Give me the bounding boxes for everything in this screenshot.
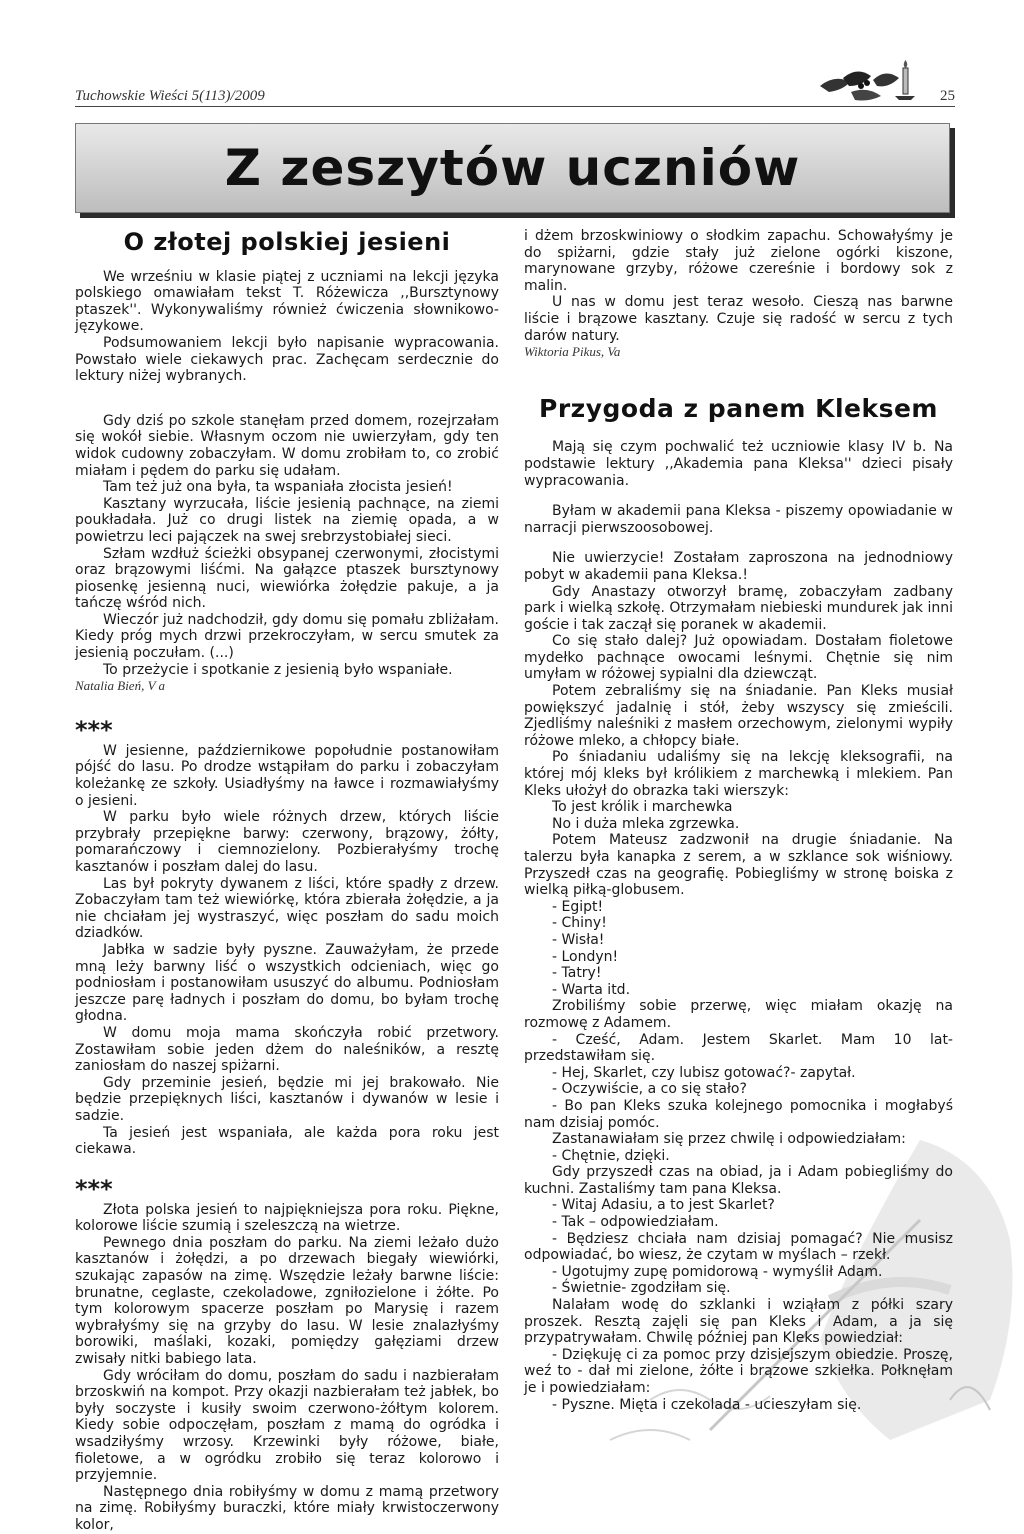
paragraph: Nie uwierzycie! Zostałam zaproszona na jednodniowy pobyt w akademii pana Kleksa.! bbox=[524, 550, 953, 583]
holly-candle-icon bbox=[815, 56, 925, 106]
header-rule bbox=[75, 106, 955, 107]
paragraph: Gdy przeminie jesień, będzie mi jej brakowało. Nie będzie przepięknych liści, kasztanów i dywanów w lesie i sadzie. bbox=[75, 1074, 499, 1124]
dialogue-line: - Dziękuję ci za pomoc przy dzisiejszym obiedzie. Proszę, weź to - dał mi zielone, żółte i brązowe szkiełka. Połknęłam je i powiedziałam: bbox=[524, 1346, 953, 1396]
paragraph: Gdy przyszedł czas na obiad, ja i Adam pobiegliśmy do kuchni. Zastaliśmy tam pana Kleksa. bbox=[524, 1164, 953, 1197]
article-heading-kleks: Przygoda z panem Kleksem bbox=[539, 393, 938, 423]
paragraph: Potem zebraliśmy się na śniadanie. Pan Kleks musiał powiększyć jadalnię i stół, żeby wszyscy się zmieścili. Zjedliśmy naleśniki z masłem orzechowym, zielonymi wypiły różowe mleko, a chłopcy białe. bbox=[524, 683, 953, 749]
journal-title: Tuchowskie Wieści 5(113)/2009 bbox=[75, 88, 265, 104]
dialogue-line: - Ugotujmy zupę pomidorową - wymyślił Adam. bbox=[552, 1263, 883, 1280]
section-separator: *** bbox=[75, 1174, 113, 1203]
paragraph: Tam też już ona była, ta wspaniała złocista jesień! bbox=[103, 479, 453, 496]
paragraph: Następnego dnia robiłyśmy w domu z mamą przetwory na zimę. Robiłyśmy buraczki, które miały krwistoczerwony kolor, bbox=[75, 1483, 499, 1533]
paragraph: Pewnego dnia poszłam do parku. Na ziemi leżało dużo kasztanów i żołędzi, a po drzewach biegały wiewiórki, szukając zapasów na zimę. Wszędzie leżały barwne liście: brunatne, ceglaste, czekoladowe, zgniłozielone i żółte. Po tym kolorowym spacerze poszłam po Marysię i razem wybrałyśmy się na grzyby do lasu. W lesie znalazłyśmy borowiki, maślaki, kozaki, pomiędzy gałęziami drzew zwisały nitki babiego lata. bbox=[75, 1234, 499, 1368]
list-item: - Egipt! bbox=[552, 898, 604, 915]
paragraph: Zastanawiałam się przez chwilę i odpowiedziałam: bbox=[552, 1131, 906, 1148]
paragraph: Kasztany wyrzucała, liście jesienią pachnące, na ziemi poukładała. Już co drugi listek na ziemię opada, a w powietrzu leci pajączek na swej srebrzystobiałej sieci. bbox=[75, 495, 499, 545]
paragraph: i dżem brzoskwiniowy o słodkim zapachu. Schowałyśmy je do spiżarni, gdzie stały już zielone ogórki kiszone, marynowane grzyby, różowe czereśnie i bordowy sok z malin. bbox=[524, 228, 953, 294]
paragraph: U nas w domu jest teraz wesoło. Cieszą nas barwne liście i brązowe kasztany. Czuje się radość w sercu z tych darów natury. bbox=[524, 294, 953, 344]
section-title: Z zeszytów uczniów bbox=[224, 139, 801, 197]
paragraph: Gdy dziś po szkole stanęłam przed domem, rozejrzałam się wokół siebie. Własnym oczom nie uwierzyłam, gdy ten widok cudowny zobaczyłam. W domu zrobiłam to, co zrobić miałam i pędem do parku się udałam. bbox=[75, 412, 499, 479]
paragraph: W jesienne, październikowe popołudnie postanowiłam pójść do lasu. Po drodze wstąpiłam do parku i zobaczyłam koleżankę ze szkoły. Usiadłyśmy na ławce i rozmawiałyśmy o jesieni. bbox=[75, 742, 499, 809]
paragraph: Podsumowaniem lekcji było napisanie wypracowania. Powstało wiele ciekawych prac. Zachęcam serdecznie do lektury niżej wybranych. bbox=[75, 334, 499, 385]
paragraph: Jabłka w sadzie były pyszne. Zauważyłam, że przede mną leży barwny liść o wszystkich odcieniach, więc go podniosłam i postanowiłam ususzyć do albumu. Podniosłam jeszcze parę ładnych i poszłam do domu, bo byłam trochę głodna. bbox=[75, 941, 499, 1025]
author-signature: Natalia Bień, V a bbox=[75, 678, 166, 694]
paragraph: Potem Mateusz zadzwonił na drugie śniadanie. Na talerzu była kanapka z serem, a w szklance sok wiśniowy. Przyszedł czas na geografię. Pobiegliśmy w stronę boiska z wielką piłką-globusem. bbox=[524, 832, 953, 899]
dialogue-line: - Cześć, Adam. Jestem Skarlet. Mam 10 lat- przedstawiłam się. bbox=[524, 1031, 953, 1065]
paragraph: Wieczór już nadchodził, gdy domu się pomału zbliżałam. Kiedy próg mych drzwi przekroczyłam, w sercu smutek za jesienią poczułam. (...) bbox=[75, 611, 499, 662]
paragraph: Co się stało dalej? Już opowiadam. Dostałam fioletowe mydełko pachnące owocami leśnymi. Chętnie się nim umyłam w różowej sypialni dla dziewcząt. bbox=[524, 633, 953, 683]
left-column bbox=[75, 228, 499, 1534]
paragraph: Szłam wzdłuż ścieżki obsypanej czerwonymi, złocistymi oraz brązowymi liśćmi. Na gałązce ptaszek bursztynowy piosenkę jesienną nuci, wiewiórka żołędzie pakuje, a ja tańczę wśród nich. bbox=[75, 545, 499, 612]
right-column bbox=[524, 228, 953, 1413]
paragraph: Nalałam wodę do szklanki i wziąłam z półki szary proszek. Resztą zajęli się pan Kleks i Adam, a ja się przypatrywałam. Chwilę później pan Kleks powiedział: bbox=[524, 1297, 953, 1347]
poem-line: To jest królik i marchewka bbox=[552, 799, 733, 816]
dialogue-line: - Witaj Adasiu, a to jest Skarlet? bbox=[552, 1197, 775, 1214]
section-separator: *** bbox=[75, 715, 113, 744]
list-item: - Warta itd. bbox=[552, 981, 631, 998]
dialogue-line: - Pyszne. Mięta i czekolada - ucieszyłam się. bbox=[552, 1396, 862, 1413]
paragraph: Zrobiliśmy sobie przerwę, więc miałam okazję na rozmowę z Adamem. bbox=[524, 998, 953, 1031]
article-heading-autumn: O złotej polskiej jesieni bbox=[123, 228, 451, 256]
paragraph: We wrześniu w klasie piątej z uczniami na lekcji języka polskiego omawiałam tekst T. Różewicza ,,Bursztynowy ptaszek''. Wykonywaliśmy również ćwiczenia słownikowo-językowe. bbox=[75, 268, 499, 335]
dialogue-line: - Bo pan Kleks szuka kolejnego pomocnika i mogłabyś nam dzisiaj pomóc. bbox=[524, 1097, 953, 1131]
list-item: - Chiny! bbox=[552, 915, 607, 932]
dialogue-line: - Świetnie- zgodziłam się. bbox=[552, 1280, 731, 1297]
dialogue-line: - Będziesz chciała nam dzisiaj pomagać? Nie musisz odpowiadać, bo wiesz, że czytam w myślach – rzekł. bbox=[524, 1230, 953, 1264]
paragraph: Las był pokryty dywanem z liści, które spadły z drzew. Zobaczyłam tam też wiewiórkę, która zbierała żołędzie, a ja nie chciałam jej wystraszyć, więc poszłam do sadu moich dziadków. bbox=[75, 875, 499, 942]
list-item: - Wisła! bbox=[552, 931, 605, 948]
paragraph: Po śniadaniu udaliśmy się na lekcję kleksografii, na której mój kleks był królikiem z marchewką i mlekiem. Pan Kleks ułożył do obrazka taki wierszyk: bbox=[524, 749, 953, 799]
paragraph: W parku było wiele różnych drzew, których liście przybrały przepiękne barwy: czerwony, brązowy, żółty, pomarańczowy i ciemnozielony. Pozbierałyśmy trochę kasztanów i poszłam dalej do lasu. bbox=[75, 809, 499, 875]
poem-line: No i duża mleka zgrzewka. bbox=[552, 815, 740, 832]
dialogue-line: - Hej, Skarlet, czy lubisz gotować?- zapytał. bbox=[552, 1064, 856, 1081]
list-item: - Londyn! bbox=[552, 948, 619, 965]
section-banner bbox=[75, 123, 950, 213]
paragraph: W domu moja mama skończyła robić przetwory. Zostawiłam sobie jeden dżem do naleśników, a resztę zaniosłam do naszej spiżarni. bbox=[75, 1024, 499, 1075]
paragraph: Ta jesień jest wspaniała, ale każda pora roku jest ciekawa. bbox=[75, 1124, 499, 1158]
paragraph: To przeżycie i spotkanie z jesienią było wspaniałe. bbox=[103, 661, 453, 678]
paragraph: Złota polska jesień to najpiękniejsza pora roku. Piękne, kolorowe liście szumią i szeleszczą na wietrze. bbox=[75, 1201, 499, 1235]
paragraph: Gdy wróciłam do domu, poszłam do sadu i nazbierałam brzoskwiń na kompot. Przy okazji nazbierałam też jabłek, bo były soczyste i kusiły swoim czerwono-żółtym kolorem. Kiedy sobie odpoczęłam, poszłam z mamą do ogródka i wsadziłyśmy wrzosy. Krzewinki były różowe, białe, fioletowe, a w ogródku zrobiło się teraz kolorowo i przyjemnie. bbox=[75, 1367, 499, 1484]
paragraph: Mają się czym pochwalić też uczniowie klasy IV b. Na podstawie lektury ,,Akademia pana Kleksa'' dzieci pisały wypracowania. bbox=[524, 439, 953, 489]
paragraph: Byłam w akademii pana Kleksa - piszemy opowiadanie w narracji pierwszoosobowej. bbox=[524, 503, 953, 536]
page-number: 25 bbox=[940, 88, 955, 104]
paragraph: Gdy Anastazy otworzył bramę, zobaczyłam zadbany park i wielką szkołę. Otrzymałam niebieski mundurek jak inni goście i tak zaczął się poranek w akademii. bbox=[524, 583, 953, 633]
dialogue-line: - Chętnie, dzięki. bbox=[552, 1147, 670, 1164]
author-signature: Wiktoria Pikus, Va bbox=[524, 344, 621, 360]
list-item: - Tatry! bbox=[552, 965, 602, 982]
dialogue-line: - Tak – odpowiedziałam. bbox=[552, 1214, 719, 1231]
dialogue-line: - Oczywiście, a co się stało? bbox=[552, 1081, 747, 1098]
